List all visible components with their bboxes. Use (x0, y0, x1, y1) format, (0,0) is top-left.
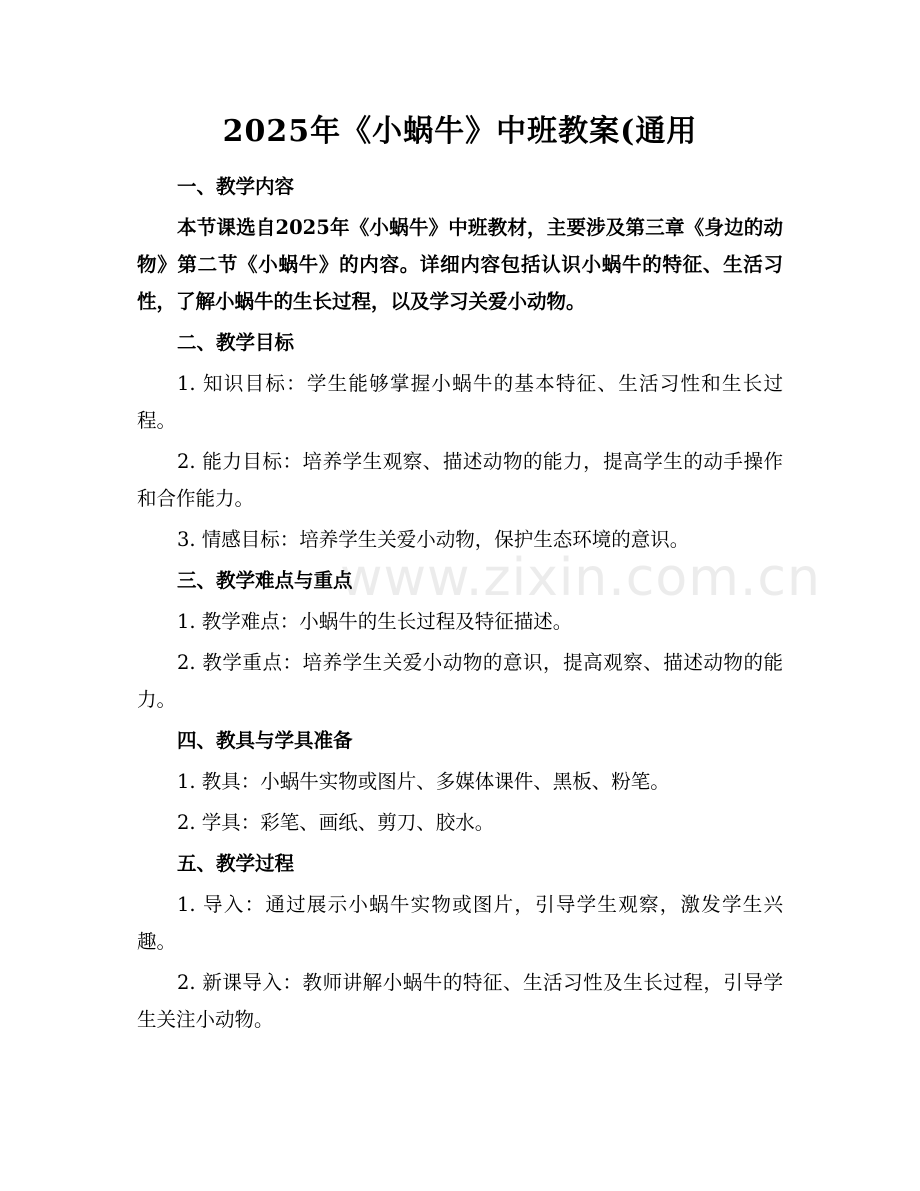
list-item: 1. 教学难点：小蜗牛的生长过程及特征描述。 (177, 610, 573, 633)
list-item: 2. 教学重点：培养学生关爱小动物的意识，提高观察、描述动物的能力。 (137, 651, 783, 711)
list-item: 2. 学具：彩笔、画纸、剪刀、胶水。 (177, 811, 495, 834)
section-heading: 二、教学目标 (177, 331, 295, 354)
watermark: www.zixin.com.cn (340, 548, 821, 608)
list-item: 3. 情感目标：培养学生关爱小动物，保护生态环境的意识。 (177, 528, 690, 551)
section-heading: 四、教具与学具准备 (177, 729, 353, 752)
list-item: 1. 知识目标：学生能够掌握小蜗牛的基本特征、生活习性和生长过程。 (137, 372, 783, 432)
list-item: 2. 能力目标：培养学生观察、描述动物的能力，提高学生的动手操作和合作能力。 (137, 450, 783, 510)
paragraph: 本节课选自2025年《小蜗牛》中班教材，主要涉及第三章《身边的动物》第二节《小蜗牛》的内容。详细内容包括认识小蜗牛的特征、生活习性，了解小蜗牛的生长过程，以及学习关爱小动物。 (137, 216, 783, 313)
section-heading: 三、教学难点与重点 (177, 569, 353, 592)
section-heading: 一、教学内容 (177, 175, 295, 198)
section-heading: 五、教学过程 (177, 852, 295, 875)
document-body (137, 168, 783, 1042)
list-item: 1. 教具：小蜗牛实物或图片、多媒体课件、黑板、粉笔。 (177, 770, 670, 793)
list-item: 1. 导入：通过展示小蜗牛实物或图片，引导学生观察，激发学生兴趣。 (137, 893, 783, 953)
list-item: 2. 新课导入：教师讲解小蜗牛的特征、生活习性及生长过程，引导学生关注小动物。 (137, 971, 783, 1031)
document-title: 2025年《小蜗牛》中班教案(通用 (222, 114, 698, 149)
